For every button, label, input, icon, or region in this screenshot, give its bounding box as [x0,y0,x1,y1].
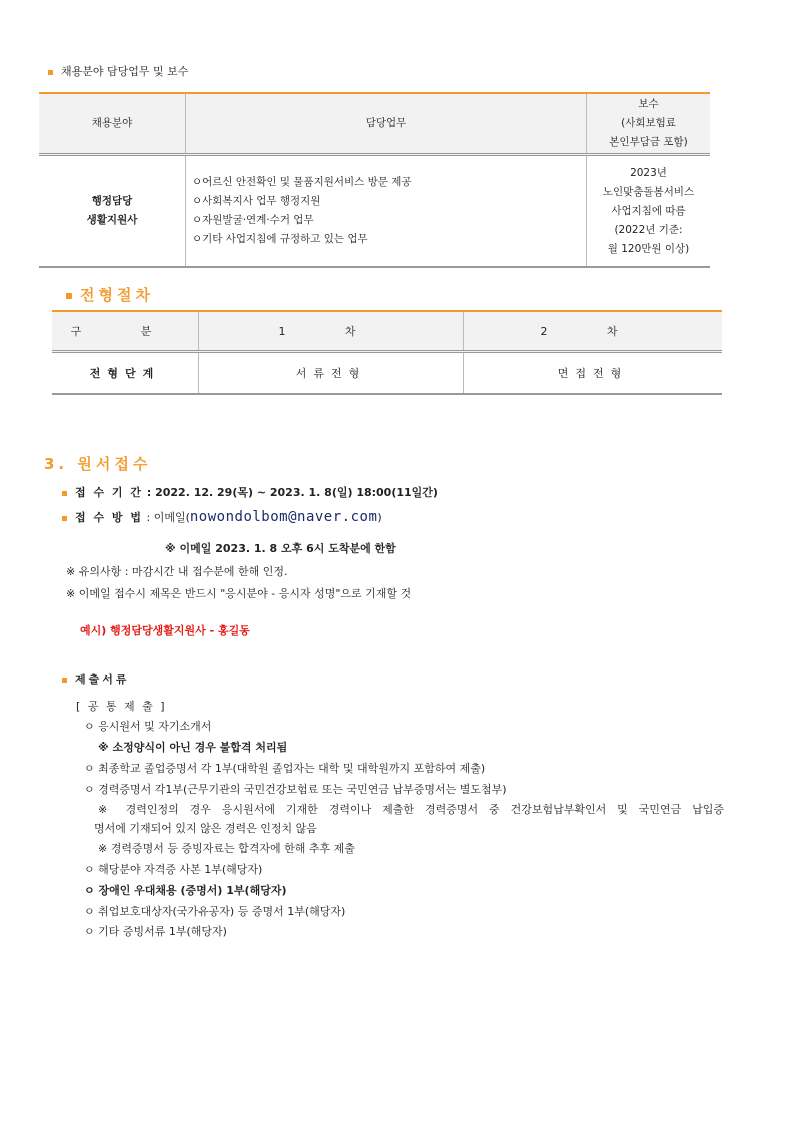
stage1-cell: 서류전형 [199,352,464,395]
pay-cell: 2023년 노인맞춤돌봄서비스 사업지침에 따름 (2022년 기준: 월 120만원 이상) [587,155,711,268]
section-title-recruitment: 채용분야 담당업무 및 보수 [48,63,188,79]
table-row [52,352,722,395]
list-item: ㅇ 장애인 우대채용 (증명서) 1부(해당자) [84,884,287,897]
note-caution: ※ 유의사항 : 마감시간 내 접수분에 한해 인정. [66,565,288,578]
email-address: nowondolbom@naver.com [189,509,378,525]
header-division: 구 분 [52,311,199,352]
row-label: 전형단계 [52,352,199,395]
header-duties: 담당업무 [186,93,587,155]
list-item: ㅇ 취업보호대상자(국가유공자) 등 증명서 1부(해당자) [84,905,346,918]
deadline-note: ※ 이메일 2023. 1. 8 오후 6시 도착분에 한함 [165,542,396,555]
header-round2: 2 차 [464,311,723,352]
square-bullet-icon [66,293,72,299]
list-item: ※ 경력인정의 경우 응시원서에 기재한 경력이나 제출한 경력증명서 중 건강보험납부확인서 및 국민연금 납입증 [98,803,724,816]
square-bullet-icon [62,678,67,683]
example-subject: 예시) 행정담당생활지원사 - 홍길동 [80,624,250,637]
list-item: ㅇ 응시원서 및 자기소개서 [84,720,212,733]
header-field: 채용분야 [39,93,186,155]
square-bullet-icon [48,70,53,75]
list-item: ※ 경력증명서 등 증빙자료는 합격자에 한해 추후 제출 [98,842,355,855]
square-bullet-icon [62,491,67,496]
table-header-row [39,93,710,155]
section-title-documents: 제출서류 [62,671,130,687]
list-item: ㅇ 최종학교 졸업증명서 각 1부(대학원 졸업자는 대학 및 대학원까지 포함하여 제출) [84,762,486,775]
list-item: 명서에 기재되어 있지 않은 경력은 인정치 않음 [94,822,317,835]
list-item: ㅇ 기타 증빙서류 1부(해당자) [84,925,227,938]
list-item: ※ 소정양식이 아닌 경우 불합격 처리됨 [98,741,288,754]
period-line: 접 수 기 간 : 2022. 12. 29(목) ~ 2023. 1. 8(일) 18:00(11일간) [62,484,438,500]
common-submission-label: [ 공 통 제 출 ] [76,700,167,713]
recruitment-table [39,92,710,268]
section-title-process: 전형절차 [66,284,154,305]
header-round1: 1 차 [199,311,464,352]
process-table [52,310,722,395]
stage2-cell: 면접전형 [464,352,723,395]
table-header-row [52,311,722,352]
table-row [39,155,710,268]
header-pay: 보수 (사회보험료 본인부담금 포함) [587,93,711,155]
list-item: ㅇ 해당분야 자격증 사본 1부(해당자) [84,863,263,876]
list-item: ㅇ 경력증명서 각1부(근무기관의 국민건강보험료 또는 국민연금 납부증명서는 별도첨부) [84,783,507,796]
section-title-application: 3. 원서접수 [44,455,152,473]
field-cell: 행정담당 생활지원사 [39,155,186,268]
method-line: 접 수 방 법 : 이메일(nowondolbom@naver.com) [62,509,382,525]
note-subject: ※ 이메일 접수시 제목은 반드시 "응시분야 - 응시자 성명"으로 기재할 것 [66,587,412,600]
square-bullet-icon [62,516,67,521]
duties-cell: ㅇ어르신 안전확인 및 물품지원서비스 방문 제공 ㅇ사회복지사 업무 행정지원 ㅇ자원발굴·연계·수거 업무 ㅇ기타 사업지침에 규정하고 있는 업무 [186,155,587,268]
